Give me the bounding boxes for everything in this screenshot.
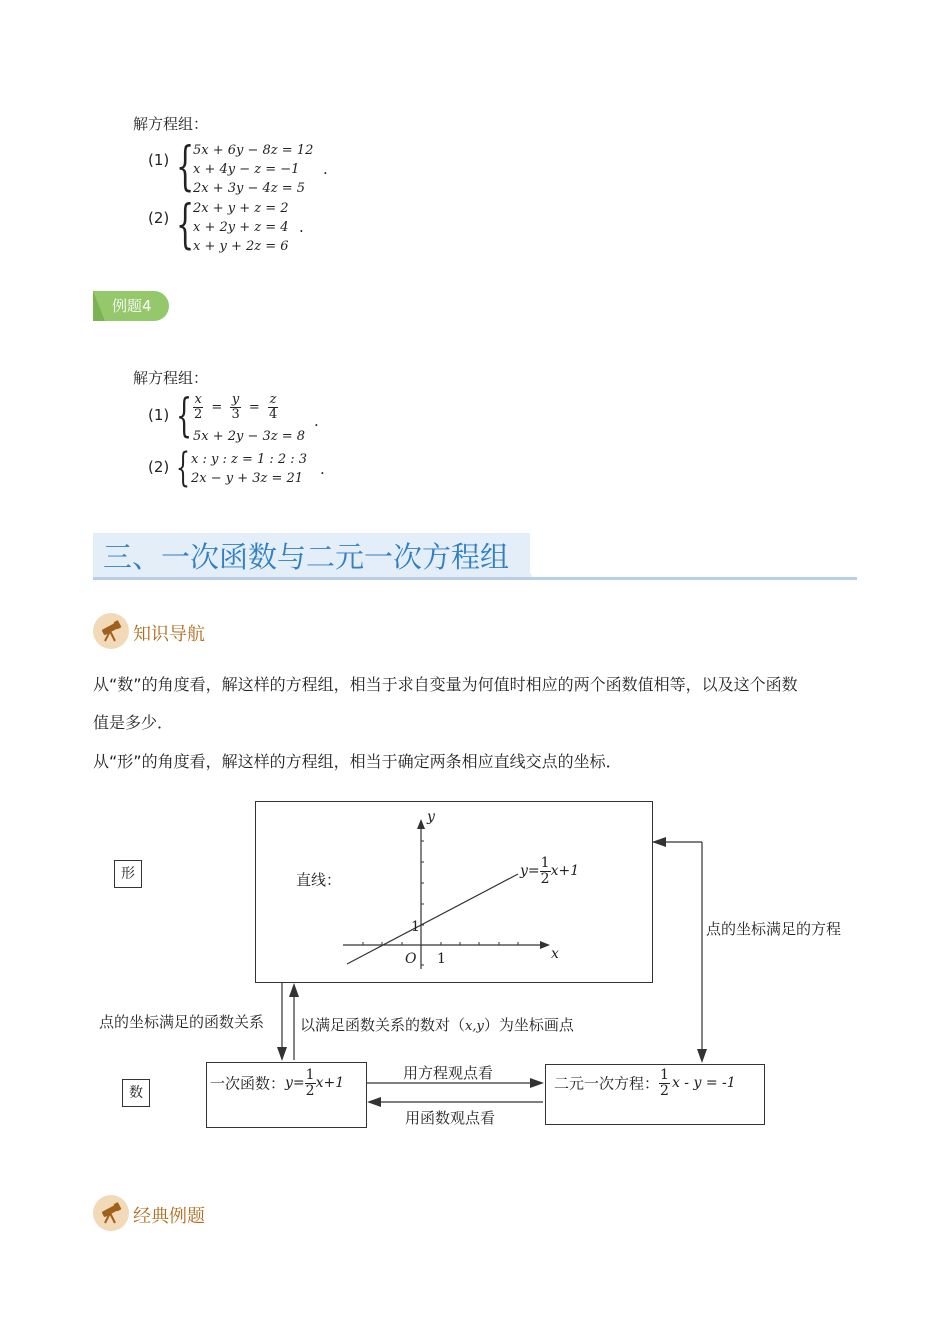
left-brace: { bbox=[176, 445, 190, 491]
telescope-icon bbox=[93, 613, 129, 649]
equation-line: x : y : z = 1 : 2 : 3 bbox=[191, 452, 308, 467]
equation-prefix: 二元一次方程： bbox=[554, 1074, 660, 1093]
y-axis-label: y bbox=[427, 809, 435, 825]
arrow-left-head bbox=[367, 1097, 381, 1107]
graph-equation: y= $\frac{1}{2}$ x+1 bbox=[520, 855, 580, 887]
paragraph-line: 值是多少． bbox=[93, 713, 174, 732]
left-brace: { bbox=[176, 388, 193, 442]
problem-intro: 解方程组： bbox=[133, 369, 209, 387]
equation-line: 5x + 6y − 8z = 12 bbox=[193, 143, 314, 158]
period: . bbox=[320, 460, 325, 478]
equation-view-label: 用方程观点看 bbox=[403, 1064, 494, 1082]
function-fraction: $\frac{1}{2}$ bbox=[305, 1067, 315, 1099]
left-brace: { bbox=[176, 195, 195, 255]
fraction-x: $\frac{x}{2}$ bbox=[194, 392, 203, 422]
period: . bbox=[323, 160, 328, 178]
section-title: 三、一次函数与二元一次方程组 bbox=[103, 540, 510, 574]
right-arrow-label: 点的坐标满足的方程 bbox=[706, 920, 842, 938]
arrow-down-head bbox=[697, 1049, 707, 1063]
sub-problem-label-1: (1) bbox=[148, 151, 170, 169]
equation-line: 2x + y + z = 2 bbox=[193, 201, 289, 216]
origin-label: O bbox=[405, 951, 417, 967]
fraction-equation: $\frac{x}{2}$ = $\frac{y}{3}$ = $\frac{z}{4}$ bbox=[194, 392, 278, 422]
function-view-label: 用函数观点看 bbox=[405, 1109, 496, 1127]
period: . bbox=[299, 218, 304, 236]
y-tick-label: 1 bbox=[411, 919, 420, 935]
sub-problem-label-2: (2) bbox=[148, 458, 170, 476]
graph-equation-fraction: $\frac{1}{2}$ bbox=[540, 855, 550, 887]
diagram-arrows bbox=[0, 790, 950, 1140]
problem-intro: 解方程组： bbox=[133, 115, 209, 133]
equation-line: 2x + 3y − 4z = 5 bbox=[193, 181, 306, 196]
arrow-down-head bbox=[277, 1047, 287, 1061]
equation-line: 2x − y + 3z = 21 bbox=[191, 471, 304, 486]
fraction-y: $\frac{y}{3}$ bbox=[231, 392, 240, 422]
paragraph-line: 从“形”的角度看，解这样的方程组，相当于确定两条相应直线交点的坐标． bbox=[93, 752, 622, 771]
x-tick-label: 1 bbox=[437, 951, 446, 967]
equation-fraction: $\frac{1}{2}$ bbox=[660, 1067, 669, 1099]
sub-problem-label-1: (1) bbox=[148, 406, 170, 424]
equation-line: x + 4y − z = −1 bbox=[193, 162, 300, 177]
left-up-arrow-label: 以满足函数关系的数对（x,y）为坐标画点 bbox=[300, 1016, 574, 1034]
equation-line: x + 2y + z = 4 bbox=[193, 220, 289, 235]
arrow-up-head bbox=[289, 983, 299, 997]
period: . bbox=[314, 412, 319, 430]
paragraph-line: 从“数”的角度看，解这样的方程组，相当于求自变量为何值时相应的两个函数值相等，以及这个函数 bbox=[93, 675, 798, 694]
function-content: 一次函数：y= $\frac{1}{2}$ x+1 bbox=[210, 1067, 345, 1099]
function-prefix: 一次函数： bbox=[210, 1074, 286, 1093]
section-heading-rule bbox=[93, 577, 857, 580]
arrow-right-head bbox=[530, 1078, 544, 1088]
badge-corner-decoration bbox=[93, 291, 105, 321]
telescope-icon bbox=[93, 1195, 129, 1231]
left-down-arrow-label: 点的坐标满足的函数关系 bbox=[99, 1013, 265, 1031]
equation-line: 5x + 2y − 3z = 8 bbox=[193, 429, 306, 444]
shape-label: 形 bbox=[121, 866, 135, 882]
classic-examples-title: 经典例题 bbox=[133, 1206, 205, 1227]
number-label: 数 bbox=[129, 1085, 143, 1101]
section-heading-slant bbox=[510, 533, 534, 580]
fraction-z: $\frac{z}{4}$ bbox=[268, 392, 278, 422]
left-brace: { bbox=[176, 137, 195, 197]
x-axis-label: x bbox=[551, 946, 559, 962]
sub-problem-label-2: (2) bbox=[148, 209, 170, 227]
equation-line: x + y + 2z = 6 bbox=[193, 239, 289, 254]
knowledge-title: 知识导航 bbox=[133, 624, 205, 645]
example-badge-label: 例题4 bbox=[112, 297, 152, 315]
equation-content: 二元一次方程： $\frac{1}{2}$ x - y = -1 bbox=[554, 1067, 736, 1099]
arrow-left-head bbox=[652, 837, 666, 847]
line-label: 直线： bbox=[296, 871, 342, 889]
